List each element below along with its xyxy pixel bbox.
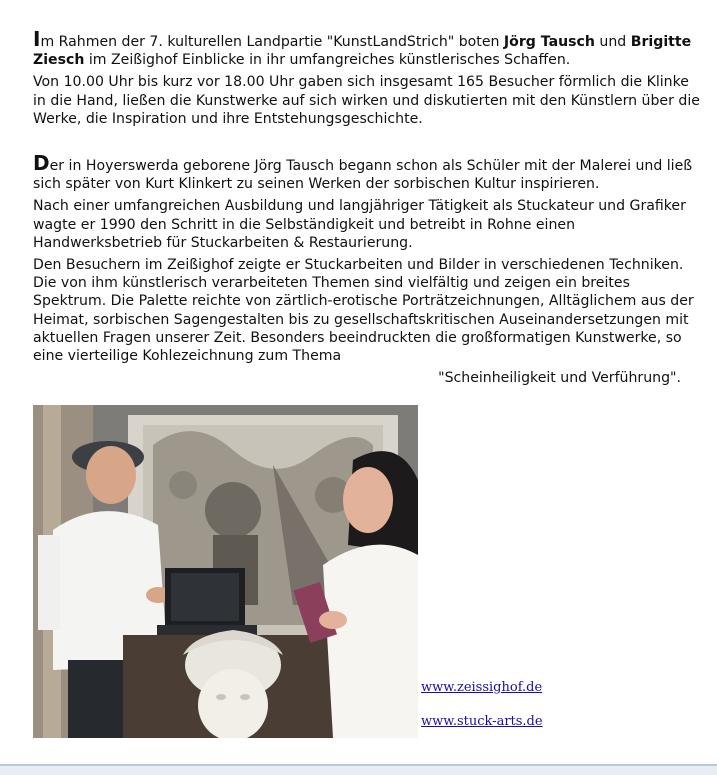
artist-name-brigitte: Brigitte Ziesch bbox=[33, 34, 692, 69]
intro-text-3: im Zeißighof Einblicke in ihr umfangreiches künstlerisches Schaffen. bbox=[84, 52, 571, 69]
artist-name-joerg: Jörg Tausch bbox=[503, 34, 595, 50]
intro-text-1: m Rahmen der 7. kulturellen Landpartie "KunstLandStrich" boten bbox=[40, 34, 504, 50]
link-stuck-arts[interactable]: www.stuck-arts.de bbox=[421, 714, 543, 729]
exhibition-photo bbox=[33, 405, 418, 738]
intro-text-2: und bbox=[594, 34, 631, 50]
paragraph-exhibition: Den Besuchern im Zeißighof zeigte er Stuckarbeiten und Bilder in verschiedenen Techniken. Die von ihm künstlerisch verarbeiteten Themen sind vielfältig und zeigen ein breites Spektrum. Die Palette reichte von zärtlich-erotische Porträtzeichnungen, Alltäglichem aus der Heimat, sorbischen Sagengestalten bis zu gesellschaftskritischen Auseinandersetzungen mit aktuellen Fragen unserer Zeit. Besonders beeindruckten die großformatigen Kunstwerke, so eine vierteilige Kohlezeichnung zum Thema bbox=[33, 257, 694, 365]
paragraph-exhibition-end: "Scheinheiligkeit und Verführung". bbox=[438, 370, 681, 387]
paragraph-career: Nach einer umfangreichen Ausbildung und langjähriger Tätigkeit als Stuckateur und Grafiker wagte er 1990 den Schritt in die Selbständigkeit und betreibt in Rohne einen Handwerksbetrieb für Stuckarbeiten & Restaurierung. bbox=[33, 198, 686, 251]
biography-text: er in Hoyerswerda geborene Jörg Tausch begann schon als Schüler mit der Malerei und ließ sich später von Kurt Klinkert zu seinen Werken der sorbischen Kultur inspirieren. bbox=[33, 158, 693, 193]
paragraph-gap bbox=[33, 132, 701, 154]
paragraph-visitors: Von 10.00 Uhr bis kurz vor 18.00 Uhr gaben sich insgesamt 165 Besucher förmlich die Klinke in die Hand, ließen die Kunstwerke auf sich wirken und diskutierten mit den Künstlern über die Werke, die Inspiration und ihre Entstehungsgeschichte. bbox=[33, 74, 700, 127]
paragraph-intro bbox=[33, 27, 701, 69]
link-zeissighof[interactable]: www.zeissighof.de bbox=[421, 680, 543, 695]
photo-illustration bbox=[33, 405, 418, 738]
bottom-bar bbox=[0, 764, 717, 775]
article-body bbox=[33, 27, 701, 387]
dropcap-i: I bbox=[33, 27, 41, 51]
dropcap-d: D bbox=[33, 151, 50, 176]
paragraph-biography bbox=[33, 151, 701, 193]
